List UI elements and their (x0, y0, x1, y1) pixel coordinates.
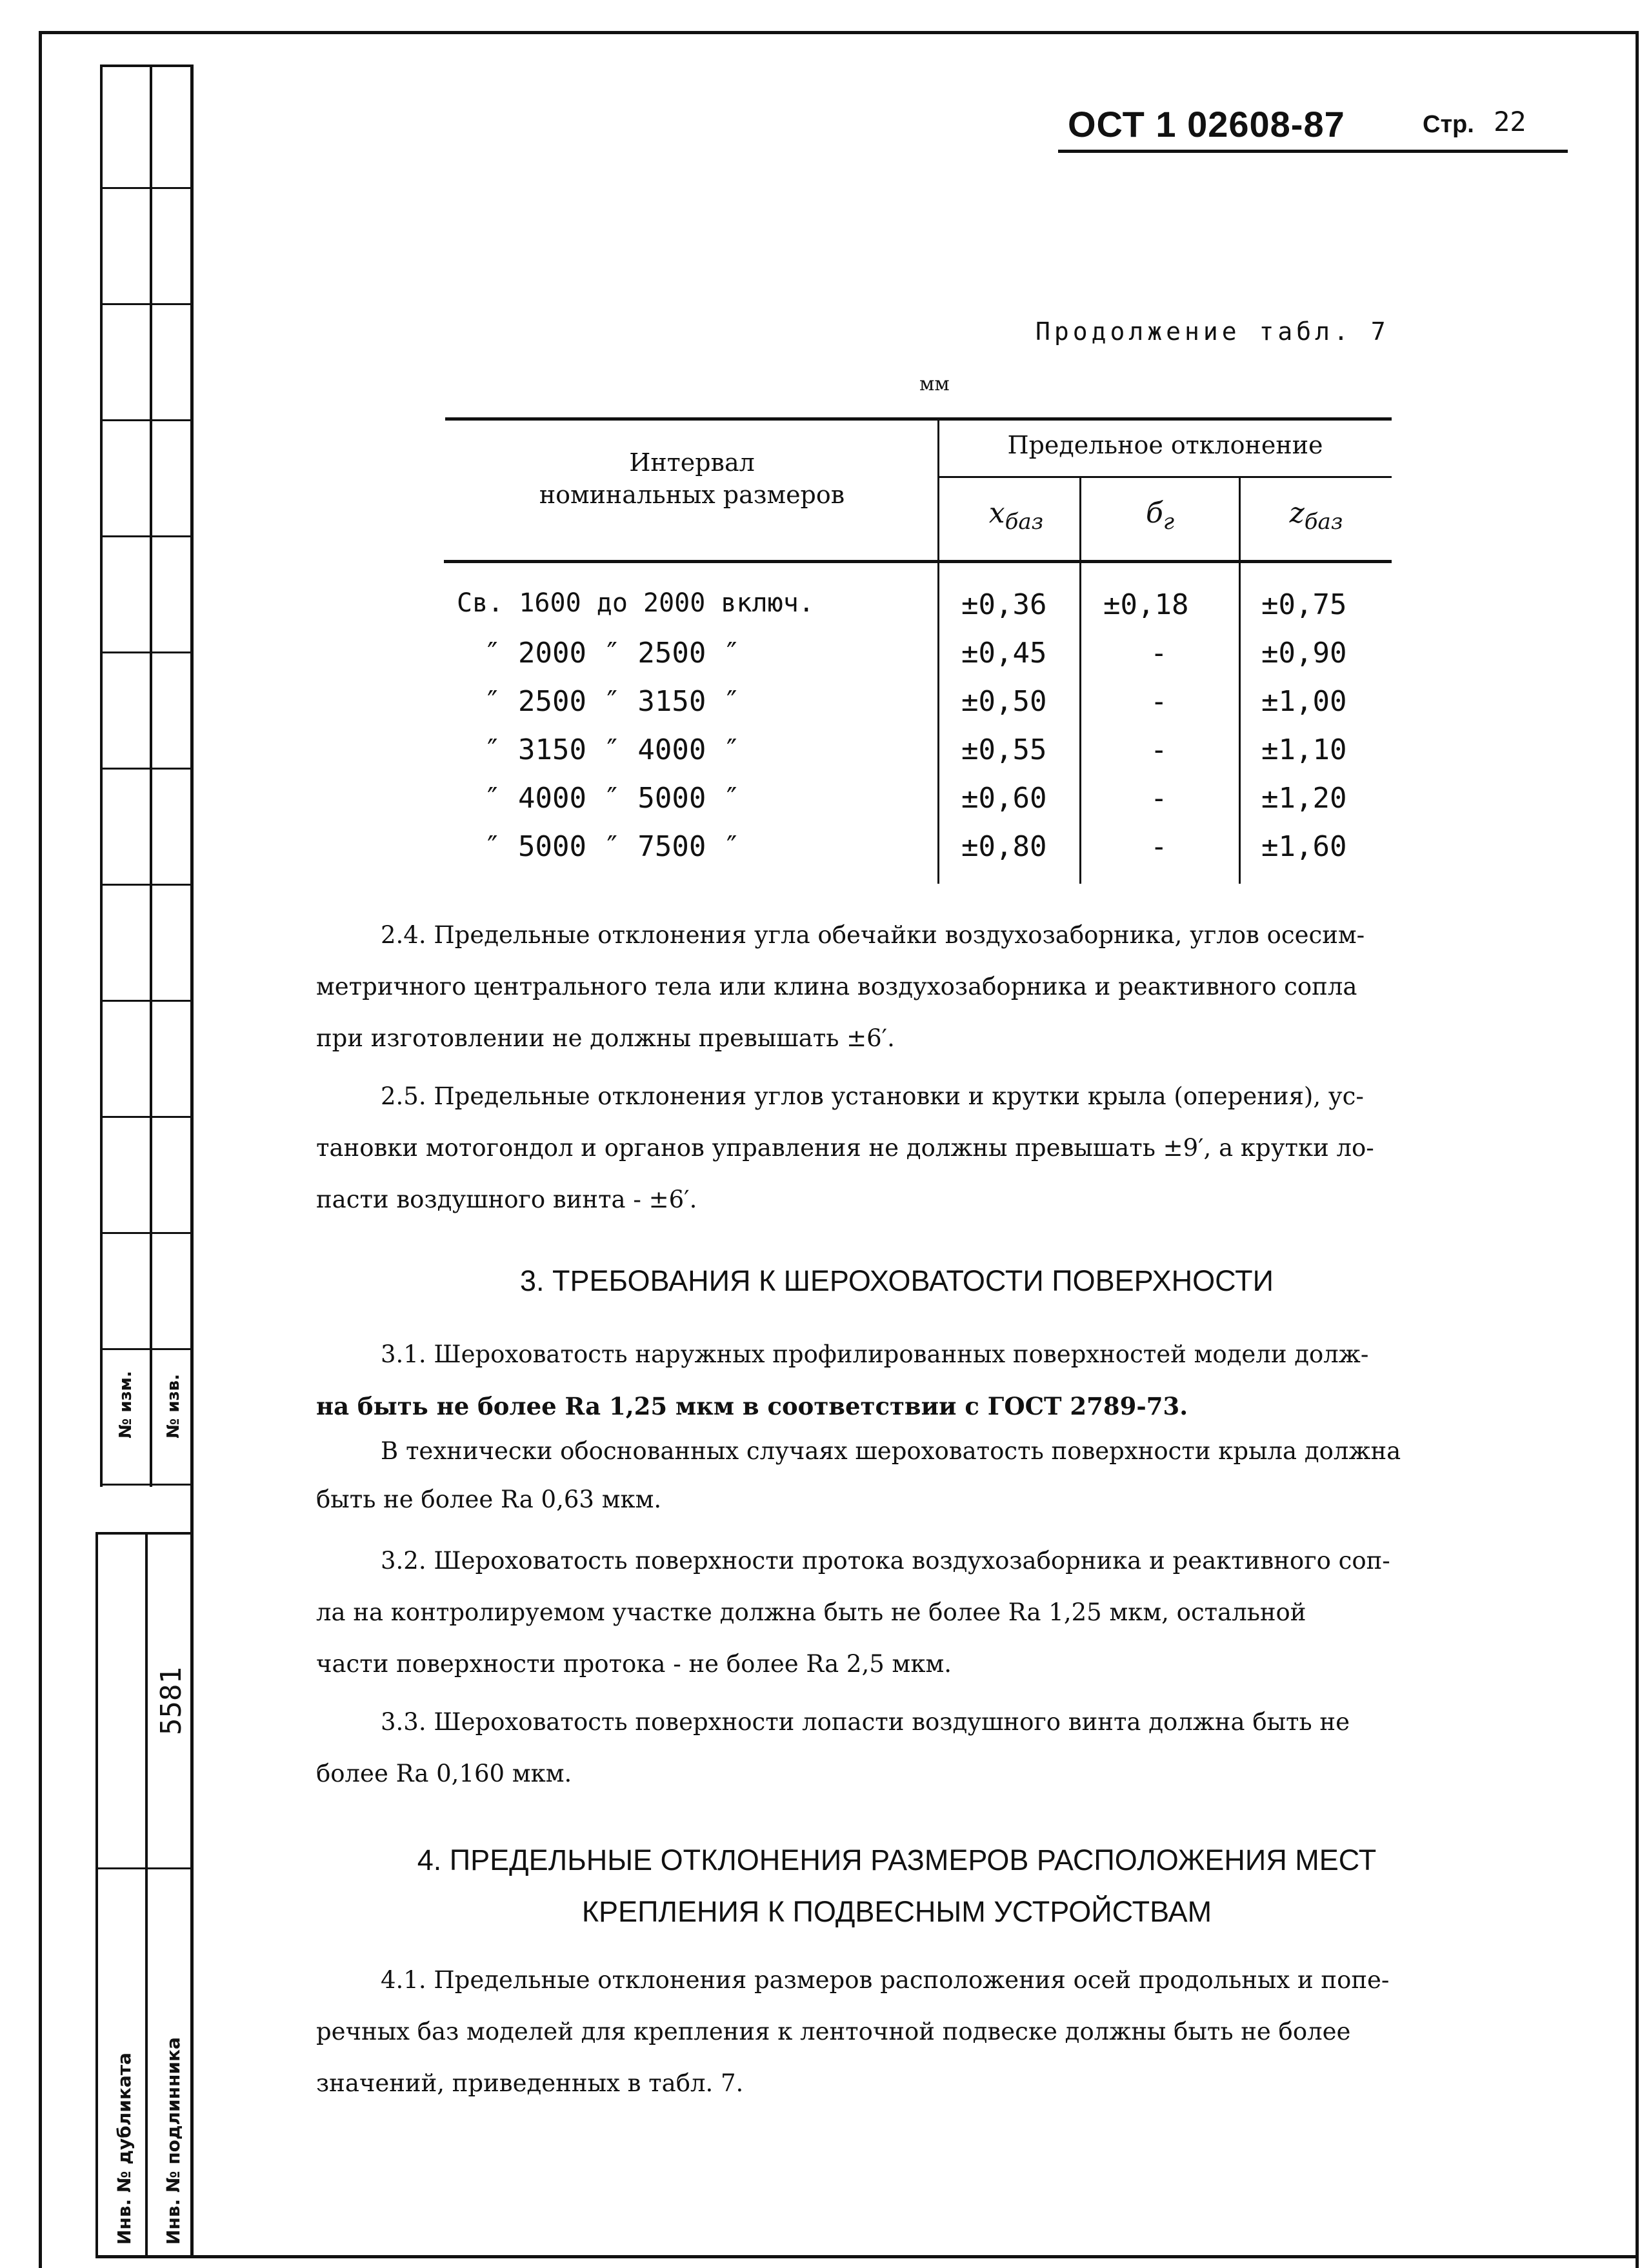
sidebar-cell-line (100, 187, 194, 189)
interval-header-1: Интервал (629, 448, 755, 477)
sidebar-cell-line (100, 535, 194, 537)
sidebar-notice-no: № изв. (164, 1374, 183, 1438)
sidebar-cell-line (100, 884, 194, 886)
table-sub-rule (939, 476, 1392, 478)
table-unit: мм (919, 373, 950, 395)
para-3-2-line-3: части поверхности протока - не более Ra 2,5 мкм. (316, 1650, 952, 1678)
para-3-1b-line-1: В технически обоснованных случаях шероховатость поверхности крыла должна (381, 1437, 1401, 1465)
para-4-1-line-1: 4.1. Предельные отклонения размеров расположения осей продольных и попе- (381, 1966, 1390, 1994)
col-b-symbol: б (1145, 497, 1163, 530)
page-label: Стр. (1423, 111, 1474, 138)
para-3-2-line-2: ла на контролируемом участке должна быть не более Ra 1,25 мкм, остальной (316, 1598, 1306, 1626)
sidebar-lower-left (95, 1532, 98, 2258)
col-z-subscript: баз (1304, 508, 1343, 535)
para-4-1-line-2: речных баз моделей для крепления к ленточной подвеске должны быть не более (316, 2018, 1351, 2045)
interval-header-2: номинальных размеров (539, 481, 845, 509)
para-3-3-line-2: более Ra 0,160 мкм. (316, 1760, 572, 1787)
col-b-header (1081, 497, 1239, 535)
sidebar-inv-number: 5581 (155, 1667, 188, 1735)
sidebar-line-3 (190, 65, 194, 2258)
table-row-z: ±1,60 (1261, 830, 1347, 863)
sidebar-lower-top (95, 1532, 194, 1535)
table-row-interval: ″ 2000 ″ 2500 ″ (484, 637, 741, 670)
section-4-heading-line-2: КРЕПЛЕНИЯ К ПОДВЕСНЫМ УСТРОЙСТВАМ (581, 1895, 1212, 1928)
sidebar-cell-line (100, 1000, 194, 1002)
table-row-b: ±0,18 (1103, 588, 1189, 621)
sidebar-change-no: № изм. (116, 1371, 135, 1438)
sidebar-cell-line (100, 1348, 194, 1350)
table-row-b: - (1150, 685, 1168, 718)
col-x-symbol: x (988, 497, 1005, 530)
table-row-x: ±0,60 (961, 782, 1047, 815)
sidebar-cell-line (100, 1116, 194, 1118)
table-row-z: ±0,75 (1261, 588, 1347, 621)
sidebar-duplicate-inv: Инв. № дубликата (114, 2053, 135, 2245)
table-row-x: ±0,50 (961, 685, 1047, 718)
table-top-rule (445, 417, 1392, 421)
sidebar-cell-line (100, 1484, 194, 1486)
table-row-b: - (1150, 830, 1168, 863)
deviation-header: Предельное отклонение (1007, 431, 1323, 459)
table-row-interval: ″ 3150 ″ 4000 ″ (484, 733, 741, 766)
para-3-1-line-2: на быть не более Ra 1,25 мкм в соответствии с ГОСТ 2789-73. (316, 1392, 1188, 1420)
para-2-5-line-2: тановки мотогондол и органов управления не должны превышать ±9′, а крутки ло- (316, 1134, 1374, 1162)
table-row-b: - (1150, 782, 1168, 815)
frame-bottom (95, 2255, 1639, 2258)
para-3-3-line-1: 3.3. Шероховатость поверхности лопасти воздушного винта должна быть не (381, 1708, 1350, 1736)
frame-top (39, 31, 1639, 34)
para-2-5-line-1: 2.5. Предельные отклонения углов установки и крутки крыла (оперения), ус- (381, 1082, 1364, 1110)
table-row-interval: ″ 4000 ″ 5000 ″ (484, 782, 741, 815)
table-row-x: ±0,45 (961, 637, 1047, 670)
header-underline (1058, 150, 1568, 153)
para-2-4-line-1: 2.4. Предельные отклонения угла обечайки воздухозаборника, углов осесим- (381, 921, 1365, 949)
table-col-divider-2 (1079, 477, 1081, 884)
para-2-4-line-2: метричного центрального тела или клина воздухозаборника и реактивного сопла (316, 973, 1357, 1000)
table-col-divider-3 (1239, 477, 1241, 884)
table-row-x: ±0,36 (961, 588, 1047, 621)
sidebar-lower-divider (95, 1867, 194, 1869)
table-caption: Продолжение табл. 7 (1036, 317, 1390, 346)
table-row-interval: ″ 2500 ″ 3150 ″ (484, 685, 741, 718)
sidebar-lower-mid (145, 1532, 148, 2258)
para-3-1-line-1: 3.1. Шероховатость наружных профилированных поверхностей модели долж- (381, 1340, 1369, 1368)
sidebar-original-inv: Инв. № подлинника (163, 2037, 184, 2245)
section-4-heading-line-1: 4. ПРЕДЕЛЬНЫЕ ОТКЛОНЕНИЯ РАЗМЕРОВ РАСПОЛОЖЕНИЯ МЕСТ (417, 1844, 1377, 1876)
table-row-interval: Св. 1600 до 2000 включ. (457, 588, 814, 618)
para-3-1b-line-2: быть не более Ra 0,63 мкм. (316, 1486, 662, 1513)
col-z-symbol: z (1289, 497, 1305, 530)
sidebar-cell-line (100, 303, 194, 305)
sidebar-cell-line (100, 419, 194, 421)
table-row-b: - (1150, 637, 1168, 670)
table-row-interval: ″ 5000 ″ 7500 ″ (484, 830, 741, 863)
frame-left (39, 32, 42, 2268)
sidebar-line-2 (150, 65, 152, 1487)
para-2-4-line-3: при изготовлении не должны превышать ±6′. (316, 1024, 895, 1052)
para-3-2-line-1: 3.2. Шероховатость поверхности протока воздухозаборника и реактивного соп- (381, 1547, 1390, 1575)
table-row-x: ±0,80 (961, 830, 1047, 863)
col-x-subscript: баз (1005, 508, 1044, 535)
sidebar-cell-line (100, 1232, 194, 1234)
page-number: 22 (1494, 106, 1526, 137)
col-x-header (955, 497, 1077, 535)
document-code: ОСТ 1 02608-87 (1068, 104, 1345, 144)
table-row-x: ±0,55 (961, 733, 1047, 766)
table-row-b: - (1150, 733, 1168, 766)
table-row-z: ±1,00 (1261, 685, 1347, 718)
sidebar-cell-line (100, 768, 194, 770)
sidebar-top-line (100, 65, 194, 67)
table-row-z: ±1,20 (1261, 782, 1347, 815)
table-header-rule (444, 560, 1392, 563)
col-b-subscript: г (1163, 508, 1175, 535)
sidebar-cell-line (100, 652, 194, 653)
para-2-5-line-3: пасти воздушного винта - ±6′. (316, 1186, 697, 1213)
frame-right (1636, 31, 1639, 2268)
section-3-heading: 3. ТРЕБОВАНИЯ К ШЕРОХОВАТОСТИ ПОВЕРХНОСТИ (519, 1264, 1274, 1297)
table-row-z: ±0,90 (1261, 637, 1347, 670)
table-row-z: ±1,10 (1261, 733, 1347, 766)
col-z-header (1241, 497, 1392, 535)
sidebar-line-1 (100, 65, 103, 1487)
para-4-1-line-3: значений, приведенных в табл. 7. (316, 2069, 744, 2097)
